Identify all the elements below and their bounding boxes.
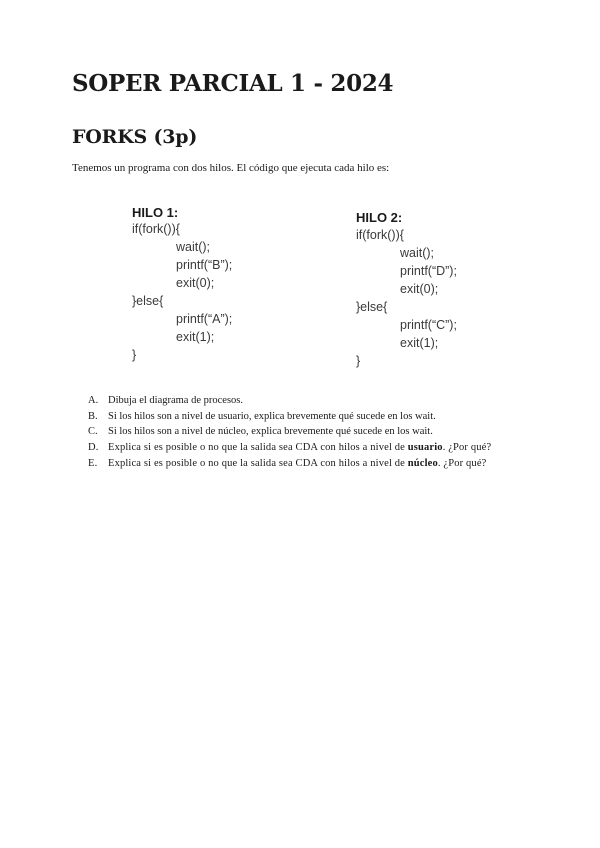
code-line: if(fork()){ — [132, 222, 180, 236]
code-line: exit(0); — [176, 276, 215, 290]
code-line: wait(); — [176, 240, 211, 254]
code-line: printf(“A”); — [176, 312, 233, 326]
code-block-hilo-1 — [132, 205, 282, 365]
question-list — [88, 393, 538, 472]
question-item — [88, 393, 538, 408]
code-heading: HILO 2: — [356, 210, 403, 225]
question-marker: A. — [88, 395, 99, 406]
code-line: printf(“B”); — [176, 258, 233, 272]
question-item — [88, 456, 538, 471]
question-item — [88, 409, 538, 424]
code-line: wait(); — [400, 246, 435, 260]
question-text-after: . ¿Por qué? — [442, 442, 492, 453]
question-text-before: Explica si es posible o no que la salida sea CDA con hilos a nivel de — [108, 458, 408, 469]
question-text-before: Explica si es posible o no que la salida sea CDA con hilos a nivel de — [108, 442, 408, 453]
code-line: exit(1); — [400, 336, 439, 350]
code-line: }else{ — [132, 294, 164, 308]
code-line: printf(“C”); — [400, 318, 457, 332]
question-emphasis: usuario — [407, 442, 443, 453]
question-marker: B. — [88, 410, 98, 422]
code-line: exit(1); — [176, 330, 215, 344]
question-marker: D. — [88, 442, 99, 453]
question-marker: E. — [88, 458, 98, 469]
code-line: printf(“D”); — [400, 264, 457, 278]
question-text: Si los hilos son a nivel de núcleo, explica brevemente qué sucede en los wait. — [108, 426, 433, 437]
code-line: } — [132, 348, 137, 362]
code-heading: HILO 1: — [132, 205, 179, 220]
page-title: SOPER PARCIAL 1 - 2024 — [72, 70, 394, 97]
code-line: if(fork()){ — [356, 228, 404, 242]
code-line: } — [356, 354, 361, 368]
question-text-after: . ¿Por qué? — [437, 458, 487, 469]
question-text: Dibuja el diagrama de procesos. — [108, 395, 243, 406]
question-emphasis: núcleo — [407, 458, 438, 469]
code-line: }else{ — [356, 300, 388, 314]
section-title: FORKS (3p) — [72, 126, 198, 148]
code-line: exit(0); — [400, 282, 439, 296]
code-block-hilo-2 — [356, 210, 506, 370]
question-text: Si los hilos son a nivel de usuario, explica brevemente qué sucede en los wait. — [108, 410, 436, 422]
question-marker: C. — [88, 426, 98, 437]
question-item — [88, 424, 538, 439]
intro-paragraph: Tenemos un programa con dos hilos. El código que ejecuta cada hilo es: — [72, 162, 390, 174]
question-item — [88, 440, 538, 455]
